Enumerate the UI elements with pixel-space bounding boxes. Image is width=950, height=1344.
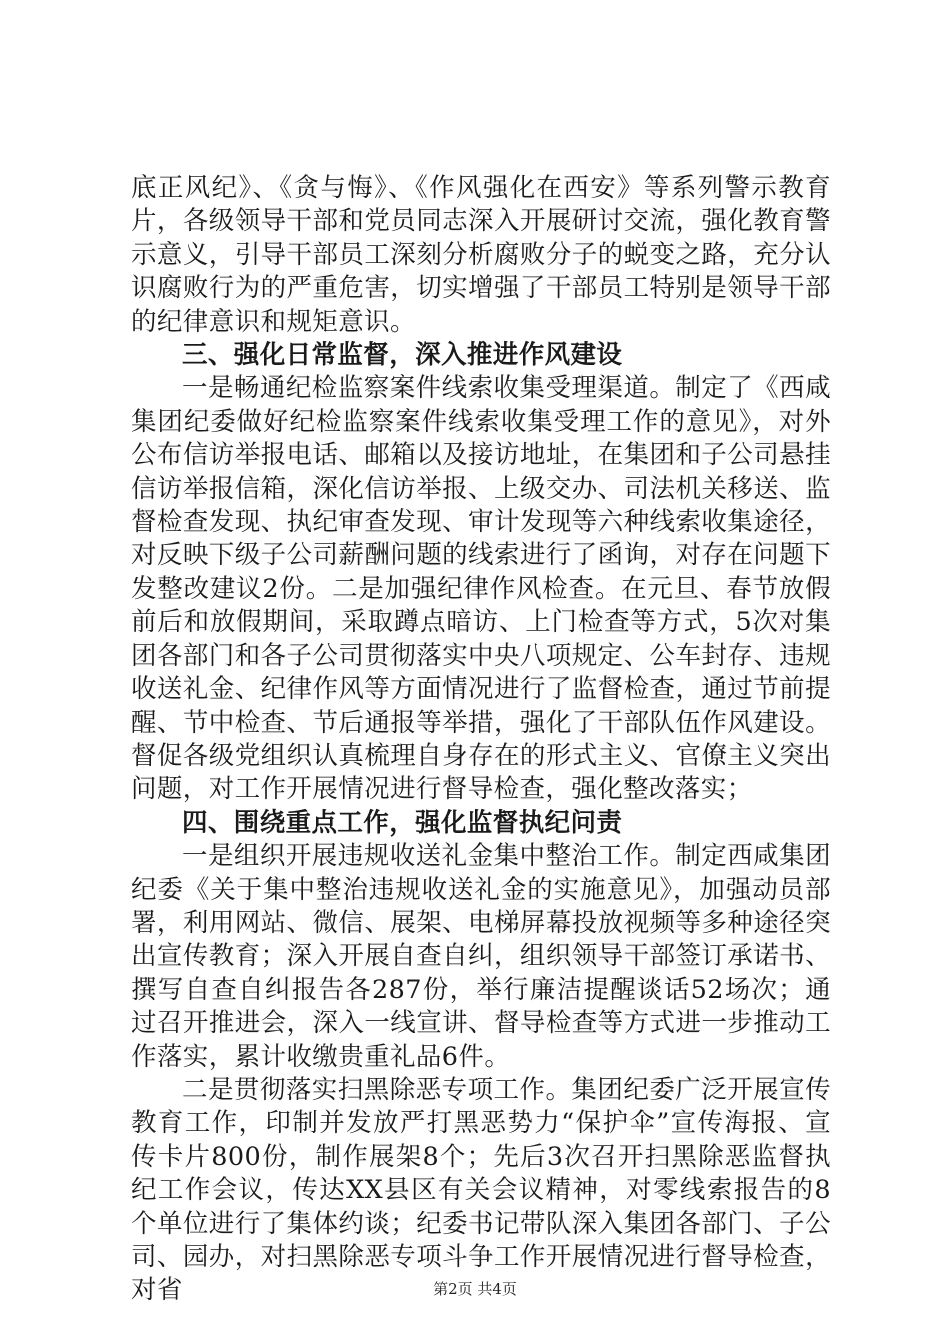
section-heading-4: 四、围绕重点工作，强化监督执纪问责 bbox=[182, 807, 623, 838]
paragraph-3: 一是组织开展违规收送礼金集中整治工作。制定西咸集团纪委《关于集中整治违规收送礼金的实施意见》，加强动员部署，利用网站、微信、展架、电梯屏幕投放视频等多种途径突出宣传教育；深入开展自查自纠，组织领导干部签订承诺书、撰写自查自纠报告各287份，举行廉洁提醒谈话52场次；通过召开推进会，深入一线宣讲、督导检查等方式进一步推动工作落实，累计收缴贵重礼品6件。 bbox=[131, 841, 831, 1072]
paragraph-4: 二是贯彻落实扫黑除恶专项工作。集团纪委广泛开展宣传教育工作，印制并发放严打黑恶势力“保护伞”宣传海报、宣传卡片800份，制作展架8个；先后3次召开扫黑除恶监督执纪工作会议，传达XX县区有关会议精神，对零线索报告的8个单位进行了集体约谈；纪委书记带队深入集团各部门、子公司、园办，对扫黑除恶专项斗争工作开展情况进行督导检查，对省 bbox=[131, 1074, 831, 1306]
page-number-footer: 第2页 共4页 bbox=[433, 1280, 517, 1298]
document-body bbox=[131, 172, 831, 1308]
paragraph-1: 底正风纪》、《贪与悔》、《作风强化在西安》等系列警示教育片，各级领导干部和党员同志深入开展研讨交流，强化教育警示意义，引导干部员工深刻分析腐败分子的蜕变之路，充分认识腐败行为的严重危害，切实增强了干部员工特别是领导干部的纪律意识和规矩意识。 bbox=[131, 173, 831, 337]
section-heading-3: 三、强化日常监督，深入推进作风建设 bbox=[182, 340, 623, 371]
paragraph-2: 一是畅通纪检监察案件线索收集受理渠道。制定了《西咸集团纪委做好纪检监察案件线索收集受理工作的意见》，对外公布信访举报电话、邮箱以及接访地址，在集团和子公司悬挂信访举报信箱，深化信访举报、上级交办、司法机关移送、监督检查发现、执纪审查发现、审计发现等六种线索收集途径，对反映下级子公司薪酬问题的线索进行了函询，对存在问题下发整改建议2份。二是加强纪律作风检查。在元旦、春节放假前后和放假期间，采取蹲点暗访、上门检查等方式，5次对集团各部门和各子公司贯彻落实中央八项规定、公车封存、违规收送礼金、纪律作风等方面情况进行了监督检查，通过节前提醒、节中检查、节后通报等举措，强化了干部队伍作风建设。督促各级党组织认真梳理自身存在的形式主义、官僚主义突出问题，对工作开展情况进行督导检查，强化整改落实； bbox=[131, 373, 831, 805]
